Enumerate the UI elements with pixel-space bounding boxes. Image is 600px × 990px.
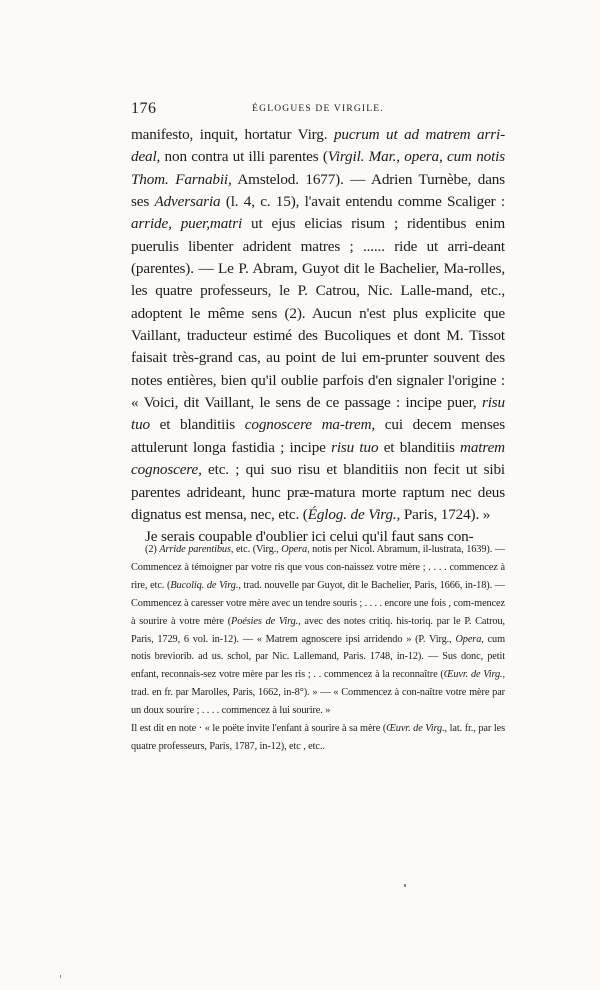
italic-run: Adversaria (154, 193, 221, 211)
italic-run: Bucoliq. de Virg., (170, 579, 241, 591)
text-run: (2) (145, 544, 160, 555)
text-run: notis per Nicol. Abramum, il-lustrata, 1639). — Commencez à témoigner par votre ris que vous con-naissez votre mère ; . . . . commencez à rire, etc. ( (131, 544, 505, 591)
text-run: etc. (Virg., (233, 544, 282, 555)
italic-run: arride, puer,matri (131, 215, 243, 233)
text-run: lat. fr., par les quatre professeurs, Paris, 1787, in-12), etc , etc.. (131, 723, 505, 752)
italic-run: Œuvr. de Virg., (443, 669, 505, 681)
text-run: non contra ut illi parentes ( (160, 148, 328, 166)
text-run: Amstelod. 1677). — Adrien Turnèbe, dans ses (131, 170, 505, 211)
italic-run: Églog. de Virg., (307, 505, 401, 523)
italic-run: Opera, (455, 633, 484, 645)
text-run: avec des notes critiq. his-toriq. par le P. Catrou, Paris, 1729, 6 vol. in-12). — « Matrem agnoscere ipsi arridendo » (P. Virg., (131, 615, 505, 645)
text-run: ut ejus elicias risum ; ridentibus enim puerulis libenter adrident matres ; ...... ride ut arri-deant (parentes). — Le P. Abram, Guyot dit le Bachelier, Ma-rolles, les quatre professeurs, le P. Catrou, Nic. Lalle-mand, etc., adoptent le même sens (2). Aucun n'est plus explicite que Vaillant, traducteur estimé des Bucoliques et dont M. Tissot faisait très-grand cas, au point de lui em-prunter souvent des notes entières, bien qu'il oublie parfois d'en signaler l'origine : « Voici, dit Vaillant, le sens de ce passage : incipe puer, (131, 215, 505, 412)
text-run: manifesto, inquit, hortatur Virg. (131, 126, 334, 143)
paper-speck (60, 975, 61, 978)
italic-run: cognoscere ma-trem, (244, 416, 376, 434)
text-run: cum notis breviorib. ad us. schol, par Nic. Lallemand, Paris. 1748, in-12). — Sus donc, petit enfant, reconnais-sez votre mère par les ris ; . . commencez à la reconnaître ( (131, 633, 505, 681)
italic-run: risu tuo (331, 438, 379, 456)
text-run: trad. en fr. par Marolles, Paris, 1662, in-8°). » — « Commencez à con-naître votre mère par un doux sourire ; . . . . commencez à lui sourire. » (131, 687, 505, 717)
paragraph: Je serais coupable d'oublier ici celui qu'il faut sans con- (145, 528, 474, 546)
text-run: etc. ; qui suo risu et blanditiis non fecit ut sibi parentes adrideant, hunc præ-matura morte raptum nec deus dignatus est mensa, nec, etc. ( (131, 461, 505, 523)
paper-speck (404, 884, 406, 887)
running-title: ÉGLOGUES DE VIRGILE. (252, 104, 384, 114)
text-run: Il est dit en note · « le poëte invite l'enfant à sourire à sa mère ( (131, 723, 387, 735)
paragraph (131, 124, 505, 526)
italic-run: Arride parentibus, (159, 544, 234, 555)
italic-run: pucrum ut ad matrem arri-deal, (131, 126, 505, 166)
text-run: et blanditiis (149, 416, 245, 434)
italic-run: risu tuo (131, 394, 505, 434)
text-run: et blanditiis (378, 438, 461, 456)
page-header (131, 100, 505, 120)
footnote-paragraph (131, 541, 505, 720)
footnote (131, 541, 505, 756)
footnote-paragraph (131, 720, 505, 756)
text-run: (l. 4, c. 15), l'avait entendu comme Scaliger : (220, 193, 506, 211)
text-run: trad. nouvelle par Guyot, dit le Bachelier, Paris, 1666, in-18). — Commencez à caresser votre mère avec un tendre souris ; . . . . encore une fois , com-mencez à sourire à votre mère ( (131, 579, 505, 627)
main-text (131, 124, 505, 549)
italic-run: Opera, (281, 544, 310, 555)
italic-run: Œuvr. de Virg., (386, 723, 448, 735)
page-number: 176 (131, 100, 157, 117)
text-run: cui decem menses attulerunt longa fastidia ; incipe (131, 416, 505, 456)
italic-run: Poésies de Virg., (231, 615, 301, 627)
italic-run: matrem cognoscere, (131, 438, 505, 479)
text-run: Paris, 1724). » (400, 505, 491, 523)
italic-run: Virgil. Mar., opera, cum notis Thom. Farnabii, (131, 148, 505, 188)
